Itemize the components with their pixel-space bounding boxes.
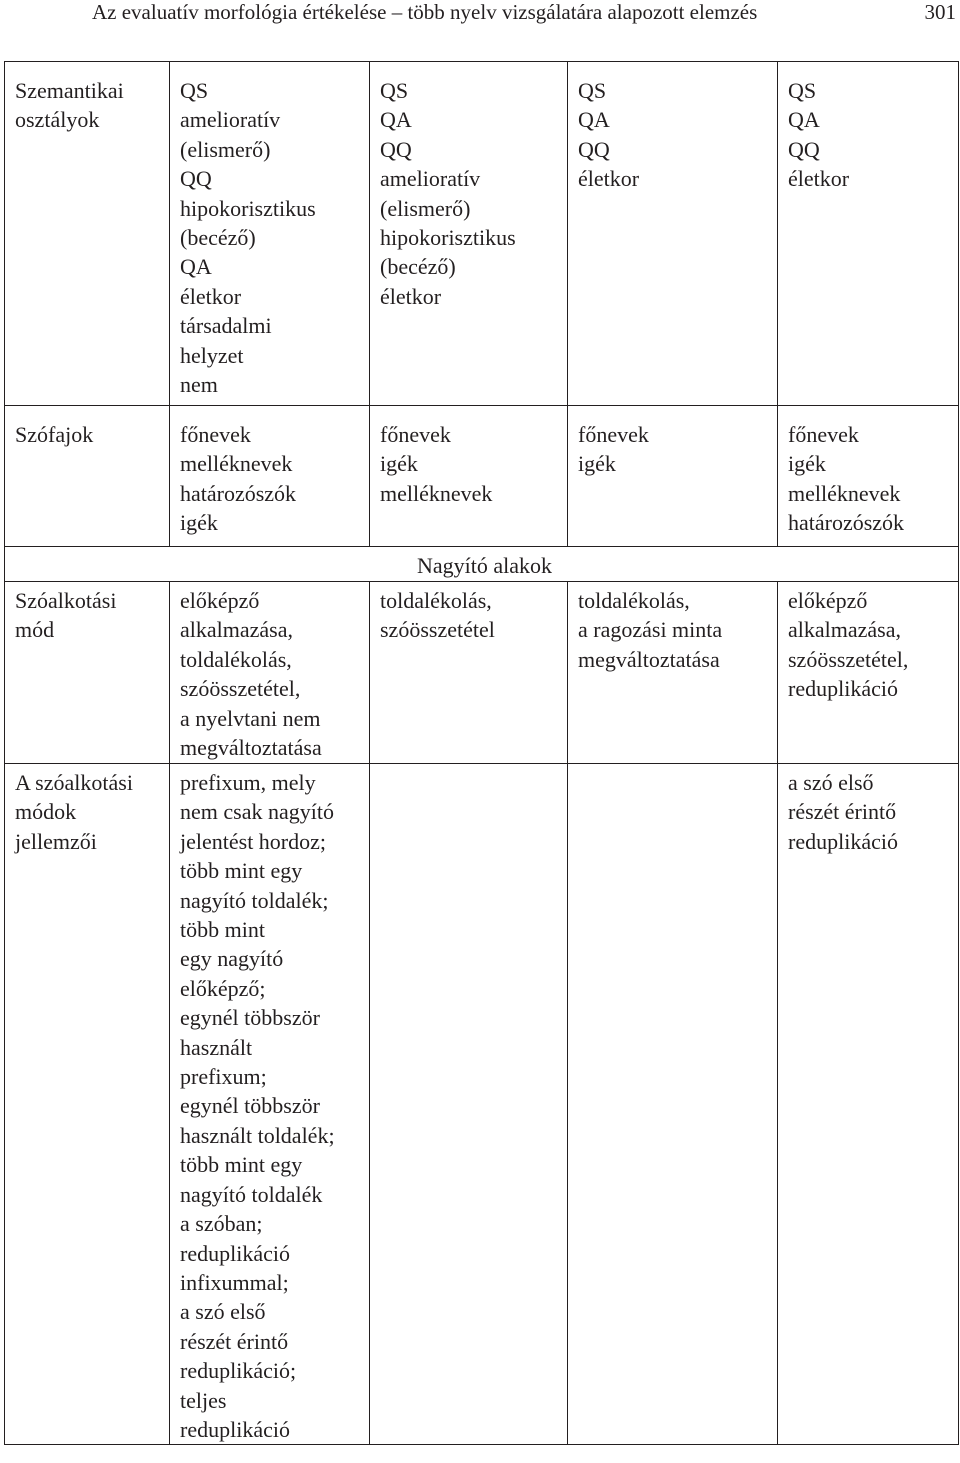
table-row-word-formation [5, 582, 959, 764]
table-row-formation-features [5, 764, 959, 1445]
table-row-semantic-classes [5, 62, 959, 406]
row-label-word-classes: Szófajok [5, 406, 170, 547]
table-cell: főnevek melléknevek határozószók igék [170, 406, 370, 547]
table-cell: QS QA QQ életkor [778, 62, 959, 406]
table-cell: főnevek igék melléknevek határozószók [778, 406, 959, 547]
table-cell: QS QA QQ életkor [568, 62, 778, 406]
running-head [0, 0, 960, 30]
table-cell: QS QA QQ amelioratív (elismerő) hipokorisztikus (becéző) életkor [370, 62, 568, 406]
row-label-semantic-classes: Szemantikai osztályok [5, 62, 170, 406]
section-heading-augmentative-forms: Nagyító alakok [5, 547, 959, 582]
table-cell: főnevek igék melléknevek [370, 406, 568, 547]
row-label-word-formation: Szóalkotási mód [5, 582, 170, 764]
table-cell: toldalékolás, a ragozási minta megváltoztatása [568, 582, 778, 764]
running-head-title: Az evaluatív morfológia értékelése – több nyelv vizsgálatára alapozott elemzés [92, 0, 758, 24]
table-cell: főnevek igék [568, 406, 778, 547]
table-cell: toldalékolás, szóösszetétel [370, 582, 568, 764]
comparison-table [4, 61, 959, 1445]
table-cell [370, 764, 568, 1445]
row-label-formation-features: A szóalkotási módok jellemzői [5, 764, 170, 1445]
table-row-word-classes [5, 406, 959, 547]
table-cell: előképző alkalmazása, szóösszetétel, reduplikáció [778, 582, 959, 764]
table-cell [568, 764, 778, 1445]
table-cell: előképző alkalmazása, toldalékolás, szóösszetétel, a nyelvtani nem megváltoztatása [170, 582, 370, 764]
page-number: 301 [924, 0, 956, 24]
table-cell: QS amelioratív (elismerő) QQ hipokorisztikus (becéző) QA életkor társadalmi helyzet nem [170, 62, 370, 406]
table-cell: prefixum, mely nem csak nagyító jelentést hordoz; több mint egy nagyító toldalék; több mint egy nagyító előképző; egynél többször használt prefixum; egynél többször használt toldalék; több mint egy nagyító toldalék a szóban; reduplikáció infixummal; a szó első részét érintő reduplikáció; teljes reduplikáció [170, 764, 370, 1445]
table-cell: a szó első részét érintő reduplikáció [778, 764, 959, 1445]
table-row-section-heading [5, 547, 959, 582]
